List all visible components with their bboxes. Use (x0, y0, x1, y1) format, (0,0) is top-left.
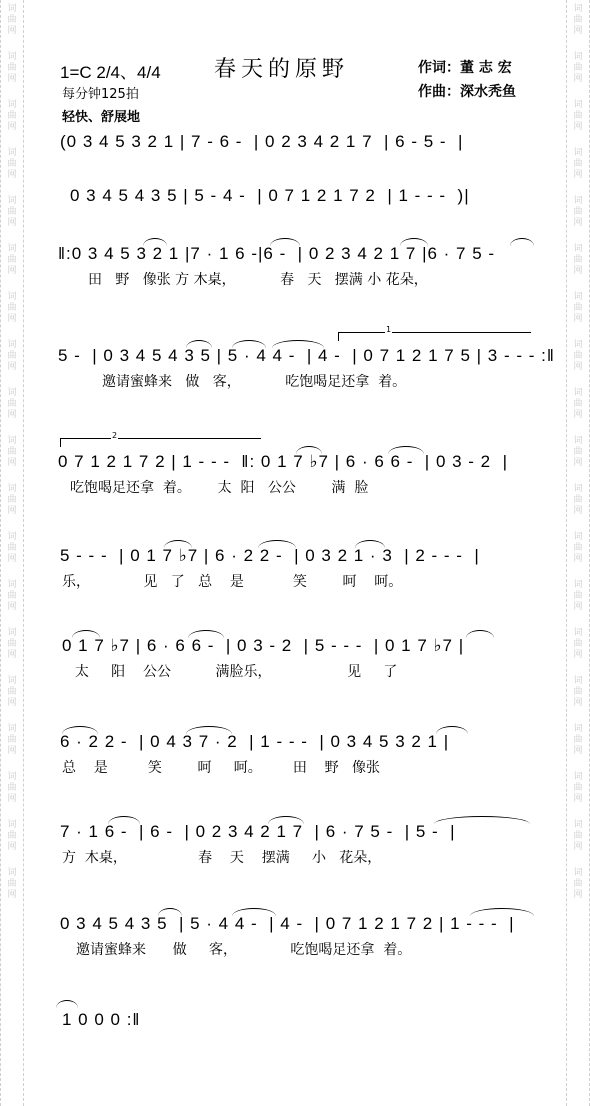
score-system-lyrics: 吃饱喝足还拿 着。 太 阳 公公 满 脸 (70, 480, 369, 496)
slur-mark (143, 238, 167, 246)
watermark-glyph: 网 (573, 74, 583, 84)
slur-mark (466, 630, 494, 638)
watermark-glyph: 曲 (7, 495, 17, 505)
watermark-glyph: 曲 (573, 735, 583, 745)
watermark-glyph: 网 (7, 842, 17, 852)
watermark-glyph: 词 (7, 628, 17, 638)
watermark-glyph: 曲 (7, 159, 17, 169)
watermark-glyph: 网 (573, 794, 583, 804)
score-system-lyrics: 邀请蜜蜂来 做 客， 吃饱喝足还拿 着。 (76, 942, 412, 958)
watermark-glyph: 网 (573, 314, 583, 324)
watermark-glyph: 词 (573, 292, 583, 302)
watermark-glyph: 网 (573, 650, 583, 660)
score-system-notes: 0 3 4 5 4 3 5 | 5 · 4 4 - | 4 - | 0 7 1 2 1 7 2 | 1 - - - | (60, 914, 515, 933)
watermark-glyph: 曲 (7, 543, 17, 553)
watermark-glyph: 词 (7, 484, 17, 494)
watermark-glyph: 词 (7, 676, 17, 686)
volta-bracket: 2 (60, 438, 261, 447)
watermark-group (573, 52, 582, 85)
watermark-glyph: 曲 (573, 399, 583, 409)
watermark-group (7, 724, 16, 757)
watermark-glyph: 曲 (7, 111, 17, 121)
watermark-glyph: 曲 (7, 735, 17, 745)
slur-mark (186, 340, 212, 348)
watermark-glyph: 词 (7, 4, 17, 14)
watermark-glyph: 词 (7, 436, 17, 446)
watermark-glyph: 网 (573, 170, 583, 180)
watermark-group (7, 772, 16, 805)
score-system-lyrics: 太 阳 公公 满脸乐， 见 了 (66, 664, 398, 680)
watermark-glyph: 词 (7, 820, 17, 830)
watermark-glyph: 网 (573, 554, 583, 564)
watermark-glyph: 词 (7, 244, 17, 254)
watermark-glyph: 曲 (7, 879, 17, 889)
watermark-group (7, 244, 16, 277)
composer-credit: 作曲：深水秃鱼 (418, 84, 516, 100)
watermark-glyph: 曲 (7, 255, 17, 265)
watermark-group (7, 820, 16, 853)
watermark-group (573, 484, 582, 517)
watermark-glyph: 词 (7, 148, 17, 158)
slur-mark (258, 540, 296, 548)
watermark-group (573, 388, 582, 421)
watermark-glyph: 词 (7, 100, 17, 110)
watermark-glyph: 词 (7, 196, 17, 206)
score-system-notes: 0 3 4 5 4 3 5 | 5 - 4 - | 0 7 1 2 1 7 2 | 1 - - - )| (70, 186, 470, 205)
watermark-glyph: 网 (7, 506, 17, 516)
watermark-glyph: 曲 (7, 399, 17, 409)
watermark-glyph: 曲 (573, 63, 583, 73)
watermark-glyph: 曲 (573, 159, 583, 169)
watermark-glyph: 词 (573, 532, 583, 542)
watermark-glyph: 网 (7, 170, 17, 180)
watermark-group (7, 4, 16, 37)
slur-mark (232, 908, 276, 916)
watermark-glyph: 曲 (573, 447, 583, 457)
watermark-glyph: 曲 (573, 351, 583, 361)
slur-mark (62, 726, 98, 734)
watermark-glyph: 曲 (573, 783, 583, 793)
watermark-glyph: 词 (7, 292, 17, 302)
watermark-glyph: 曲 (7, 207, 17, 217)
watermark-glyph: 曲 (573, 543, 583, 553)
score-system-notes: ‖:0 3 4 5 3 2 1 |7 · 1 6 -|6 - | 0 2 3 4 2 1 7 |6 · 7 5 - (58, 244, 496, 263)
watermark-glyph: 曲 (7, 639, 17, 649)
score-system-notes: 1 0 0 0 :‖ (62, 1010, 141, 1029)
slur-mark (56, 1000, 78, 1008)
watermark-group (573, 772, 582, 805)
watermark-group (573, 820, 582, 853)
watermark-glyph: 曲 (7, 447, 17, 457)
score-system-lyrics: 总 是 笑 呵 呵。 田 野 像张 (62, 760, 381, 776)
watermark-glyph: 网 (573, 842, 583, 852)
watermark-glyph: 词 (7, 868, 17, 878)
watermark-group (573, 628, 582, 661)
watermark-group (573, 436, 582, 469)
watermark-glyph: 网 (573, 362, 583, 372)
watermark-group (573, 340, 582, 373)
slur-mark (158, 908, 182, 916)
watermark-group (7, 148, 16, 181)
score-system-lyrics: 田 野 像张 方 木桌， 春 天 摆满 小 花朵， (88, 272, 428, 288)
watermark-glyph: 网 (7, 74, 17, 84)
watermark-glyph: 曲 (7, 303, 17, 313)
slur-mark (434, 816, 530, 824)
watermark-glyph: 网 (7, 218, 17, 228)
watermark-glyph: 曲 (7, 351, 17, 361)
watermark-group (7, 388, 16, 421)
watermark-glyph: 网 (573, 218, 583, 228)
slur-mark (108, 816, 140, 824)
score-system-lyrics: 乐， 见 了 总 是 笑 呵 呵。 (62, 574, 403, 590)
watermark-glyph: 曲 (573, 303, 583, 313)
watermark-group (573, 724, 582, 757)
lyricist-credit: 作词：董 志 宏 (418, 60, 512, 76)
watermark-glyph: 词 (7, 724, 17, 734)
watermark-glyph: 曲 (573, 207, 583, 217)
watermark-glyph: 网 (7, 794, 17, 804)
watermark-group (573, 868, 582, 901)
watermark-group (7, 340, 16, 373)
watermark-glyph: 词 (7, 52, 17, 62)
volta-bracket: 1 (338, 332, 531, 341)
watermark-glyph: 词 (573, 196, 583, 206)
watermark-glyph: 网 (573, 698, 583, 708)
watermark-glyph: 网 (573, 746, 583, 756)
watermark-glyph: 网 (7, 602, 17, 612)
slur-mark (268, 816, 304, 824)
slur-mark (510, 238, 534, 246)
watermark-glyph: 曲 (573, 879, 583, 889)
watermark-glyph: 词 (573, 868, 583, 878)
watermark-glyph: 网 (7, 890, 17, 900)
score-system-notes: 0 1 7 ♭7 | 6 · 6 6 - | 0 3 - 2 | 5 - - - | 0 1 7 ♭7 | (62, 636, 465, 655)
watermark-group (573, 4, 582, 37)
watermark-group (7, 868, 16, 901)
watermark-glyph: 词 (7, 388, 17, 398)
watermark-glyph: 曲 (573, 111, 583, 121)
watermark-glyph: 词 (573, 340, 583, 350)
watermark-glyph: 曲 (7, 783, 17, 793)
watermark-group (7, 676, 16, 709)
watermark-glyph: 曲 (7, 63, 17, 73)
tempo-marking: 每分钟125拍 (62, 87, 139, 102)
watermark-group (573, 292, 582, 325)
watermark-group (573, 244, 582, 277)
watermark-group (573, 148, 582, 181)
watermark-group (7, 100, 16, 133)
watermark-glyph: 网 (7, 458, 17, 468)
slur-mark (388, 446, 424, 454)
watermark-glyph: 曲 (573, 591, 583, 601)
watermark-glyph: 词 (573, 676, 583, 686)
watermark-glyph: 网 (573, 458, 583, 468)
watermark-glyph: 曲 (573, 15, 583, 25)
watermark-glyph: 词 (573, 484, 583, 494)
watermark-glyph: 曲 (573, 831, 583, 841)
slur-mark (400, 238, 428, 246)
watermark-group (7, 292, 16, 325)
watermark-glyph: 网 (573, 122, 583, 132)
slur-mark (436, 726, 468, 734)
watermark-glyph: 网 (7, 314, 17, 324)
watermark-glyph: 词 (573, 580, 583, 590)
watermark-glyph: 词 (573, 820, 583, 830)
watermark-group (573, 100, 582, 133)
watermark-glyph: 词 (7, 532, 17, 542)
watermark-glyph: 网 (573, 602, 583, 612)
score-system-notes: 0 7 1 2 1 7 2 | 1 - - - ‖: 0 1 7 ♭7 | 6 · 6 6 - | 0 3 - 2 | (58, 452, 508, 471)
slur-mark (164, 540, 192, 548)
watermark-glyph: 网 (573, 410, 583, 420)
watermark-group (7, 436, 16, 469)
score-system-notes: 6 · 2 2 - | 0 4 3 7 · 2 | 1 - - - | 0 3 4 5 3 2 1 | (60, 732, 450, 751)
watermark-glyph: 曲 (573, 495, 583, 505)
score-system-lyrics: 方 木桌， 春 天 摆满 小 花朵， (62, 850, 382, 866)
watermark-glyph: 网 (7, 362, 17, 372)
watermark-glyph: 网 (573, 890, 583, 900)
watermark-glyph: 词 (573, 148, 583, 158)
score-system-notes: 5 - | 0 3 4 5 4 3 5 | 5 · 4 4 - | 4 - | 0 7 1 2 1 7 5 | 3 - - - :‖ (58, 346, 555, 365)
slur-mark (232, 340, 266, 348)
slur-mark (188, 630, 224, 638)
song-title: 春天的原野 (214, 57, 350, 82)
watermark-group (7, 628, 16, 661)
score-system-lyrics: 邀请蜜蜂来 做 客， 吃饱喝足还拿 着。 (102, 374, 407, 390)
score-system-notes: 5 - - - | 0 1 7 ♭7 | 6 · 2 2 - | 0 3 2 1 · 3 | 2 - - - | (60, 546, 480, 565)
watermark-glyph: 词 (573, 100, 583, 110)
watermark-glyph: 曲 (7, 831, 17, 841)
slur-mark (355, 540, 385, 548)
score-system-notes: 7 · 1 6 - | 6 - | 0 2 3 4 2 1 7 | 6 · 7 5 - | 5 - | (60, 822, 456, 841)
watermark-glyph: 网 (573, 506, 583, 516)
watermark-glyph: 曲 (573, 687, 583, 697)
expression-marking: 轻快、舒展地 (62, 110, 141, 125)
watermark-group (573, 676, 582, 709)
watermark-glyph: 曲 (573, 639, 583, 649)
watermark-glyph: 网 (7, 26, 17, 36)
slur-mark (186, 726, 232, 734)
right-watermark-strip (566, 0, 590, 1106)
slur-mark (296, 446, 322, 454)
score-system-notes: (0 3 4 5 3 2 1 | 7 - 6 - | 0 2 3 4 2 1 7 | 6 - 5 - | (60, 132, 464, 151)
watermark-glyph: 词 (573, 52, 583, 62)
watermark-glyph: 词 (7, 580, 17, 590)
watermark-glyph: 曲 (7, 687, 17, 697)
slur-mark (272, 340, 324, 348)
watermark-glyph: 词 (573, 772, 583, 782)
watermark-glyph: 网 (7, 650, 17, 660)
watermark-glyph: 网 (7, 122, 17, 132)
watermark-glyph: 词 (573, 4, 583, 14)
watermark-glyph: 网 (7, 266, 17, 276)
watermark-glyph: 词 (573, 388, 583, 398)
watermark-glyph: 词 (573, 436, 583, 446)
watermark-glyph: 词 (573, 724, 583, 734)
watermark-glyph: 网 (573, 266, 583, 276)
watermark-glyph: 网 (573, 26, 583, 36)
key-signature: 1=C 2/4、4/4 (60, 63, 161, 82)
watermark-glyph: 曲 (573, 255, 583, 265)
left-watermark-strip (0, 0, 24, 1106)
slur-mark (470, 908, 534, 916)
watermark-glyph: 网 (7, 410, 17, 420)
watermark-glyph: 曲 (7, 591, 17, 601)
watermark-glyph: 曲 (7, 15, 17, 25)
watermark-glyph: 词 (7, 772, 17, 782)
watermark-glyph: 词 (573, 244, 583, 254)
slur-mark (72, 630, 100, 638)
watermark-group (7, 580, 16, 613)
watermark-group (7, 196, 16, 229)
watermark-glyph: 网 (7, 746, 17, 756)
watermark-glyph: 网 (7, 698, 17, 708)
watermark-glyph: 词 (7, 340, 17, 350)
watermark-group (7, 52, 16, 85)
slur-mark (270, 238, 300, 246)
watermark-glyph: 词 (573, 628, 583, 638)
watermark-group (573, 532, 582, 565)
watermark-group (573, 580, 582, 613)
watermark-group (573, 196, 582, 229)
watermark-group (7, 484, 16, 517)
watermark-glyph: 网 (7, 554, 17, 564)
watermark-group (7, 532, 16, 565)
